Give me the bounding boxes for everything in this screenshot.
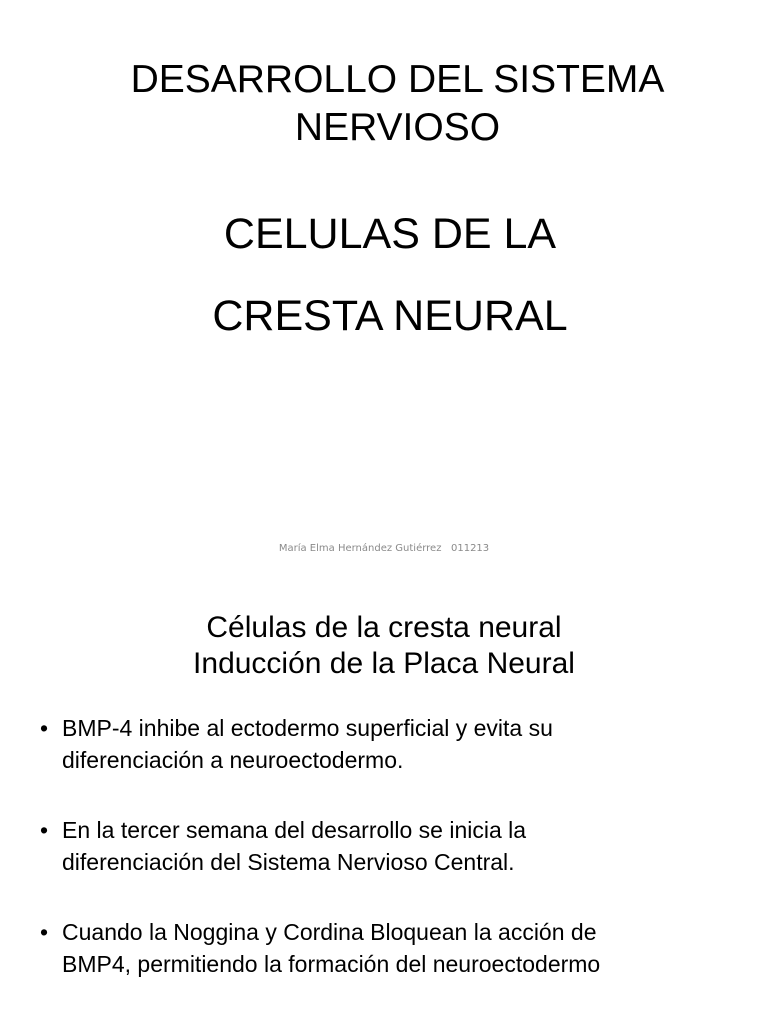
- main-title-line1: DESARROLLO DEL SISTEMA: [130, 58, 665, 101]
- slide-title: [0, 610, 768, 682]
- bullet-text-line1: Cuando la Noggina y Cordina Bloquean la acción de: [62, 919, 597, 945]
- bullet-icon: •: [40, 919, 49, 945]
- bullet-text-line1: BMP-4 inhibe al ectodermo superficial y evita su: [62, 715, 553, 741]
- author-credit: María Elma Hernández Gutiérrez 011213: [278, 543, 490, 554]
- content-slide: [0, 576, 768, 1024]
- bullet-text-line2: diferenciación a neuroectodermo.: [62, 747, 404, 773]
- subtitle-line2: CRESTA NEURAL: [212, 292, 568, 340]
- slide-title-line1: Células de la cresta neural: [206, 611, 562, 644]
- bullet-text-line1: En la tercer semana del desarrollo se inicia la: [62, 817, 527, 843]
- main-title-line2: NERVIOSO: [294, 106, 501, 149]
- bullet-text-line2: diferenciación del Sistema Nervioso Central.: [62, 849, 515, 875]
- main-title: [0, 56, 768, 152]
- subtitle-line1: CELULAS DE LA: [223, 210, 557, 258]
- bullet-item: [40, 814, 740, 878]
- slide-title-line2: Inducción de la Placa Neural: [193, 647, 575, 680]
- bullet-list: [40, 712, 740, 1018]
- bullet-icon: •: [40, 715, 49, 741]
- bullet-item: [40, 712, 740, 776]
- bullet-icon: •: [40, 817, 49, 843]
- bullet-item: [40, 916, 740, 980]
- bullet-text-line2: BMP4, permitiendo la formación del neuroectodermo: [62, 951, 601, 977]
